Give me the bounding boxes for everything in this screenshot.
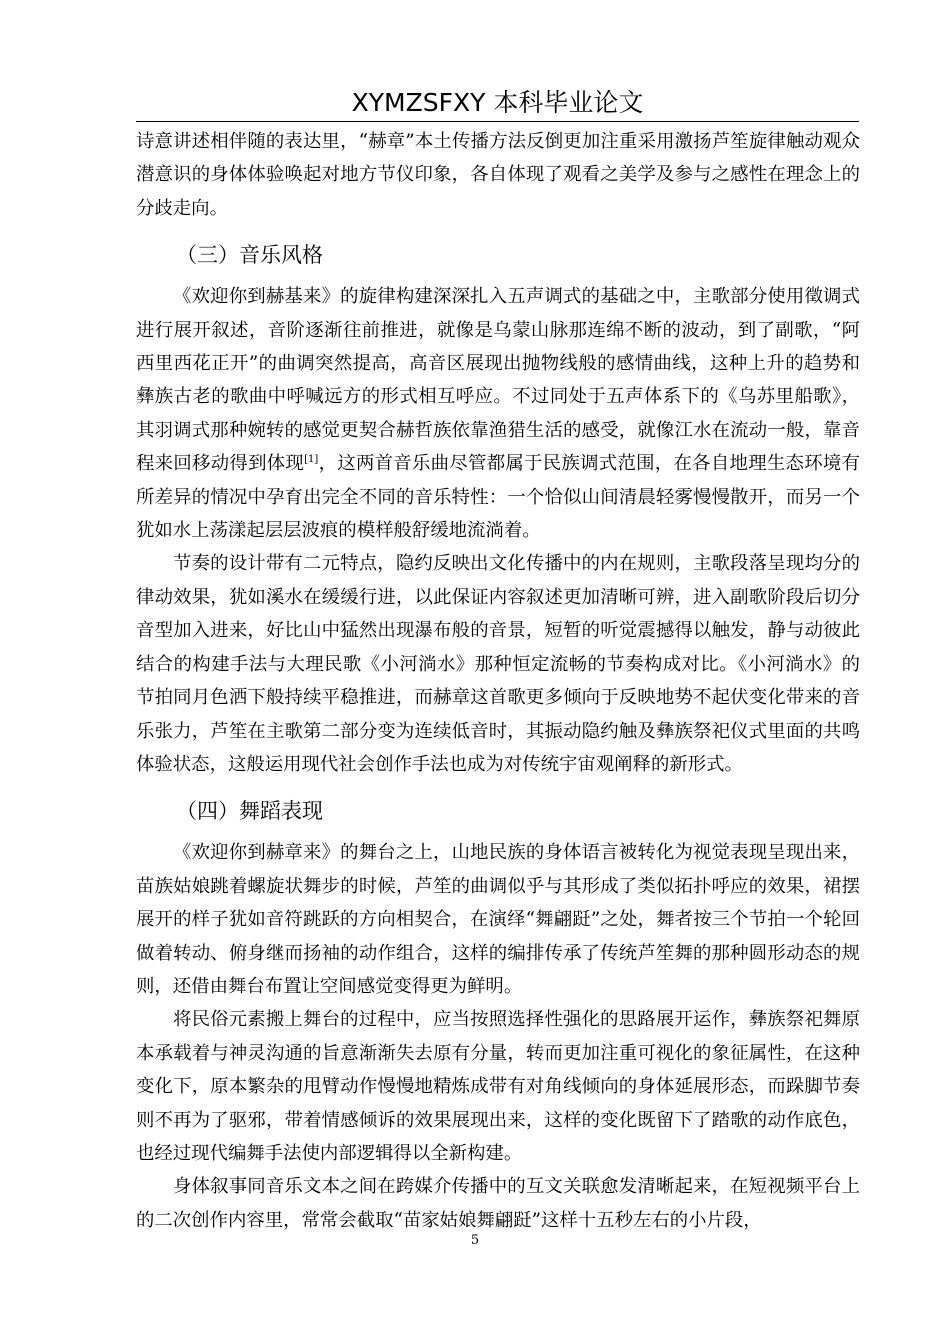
paragraph-melody-text-a: 《欢迎你到赫基来》的旋律构建深深扎入五声调式的基础之中，主歌部分使用徵调式进行展开叙述，音阶逐渐往前推进，就像是乌蒙山脉那连绵不断的波动，到了副歌，“阿西里西花正开”的曲调突然提高，高音区展现出抛物线般的感情曲线，这种上升的趋势和彝族古老的歌曲中呼喊远方的形式相互呼应。不过同处于五声体系下的《乌苏里船歌》，其羽调式那种婉转的感觉更契合赫哲族依靠渔猎生活的感受，就像江水在流动一般，靠音程来回移动得到体现 xyxy=(136,286,860,475)
page-header-title: XYMZSFXY 本科毕业论文 xyxy=(351,88,644,117)
paragraph-melody xyxy=(136,280,860,547)
citation-ref[interactable]: [1] xyxy=(304,454,319,466)
paragraph-continued: 诗意讲述相伴随的表达里，“赫章”本土传播方法反倒更加注重采用激扬芦笙旋律触动观众潜意识的身体体验唤起对地方节仪印象，各自体现了观看之美学及参与之感性在理念上的分歧走向。 xyxy=(136,131,860,219)
page-number: 5 xyxy=(470,1233,480,1248)
paragraph-cross-media: 身体叙事同音乐文本之间在跨媒介传播中的互文关联愈发清晰起来，在短视频平台上的二次创作内容里，常常会截取“苗家姑娘舞翩跹”这样十五秒左右的小片段， xyxy=(136,1176,860,1231)
section-heading-dance: （四）舞蹈表现 xyxy=(176,799,323,824)
thesis-body xyxy=(136,125,860,1237)
paragraph-melody-text-b: ，这两首音乐曲尽管都属于民族调式范围，在各自地理生态环境有所差异的情况中孕育出完全不同的音乐特性：一个恰似山间清晨轻雾慢慢散开，而另一个犹如水上荡漾起层层波痕的模样般舒缓地流淌着。 xyxy=(136,453,860,542)
paragraph-folk-elements: 将民俗元素搬上舞台的过程中，应当按照选择性强化的思路展开运作，彝族祭祀舞原本承载着与神灵沟通的旨意渐渐失去原有分量，转而更加注重可视化的象征属性，在这种变化下，原本繁杂的甩臂动作慢慢地精炼成带有对角线倾向的身体延展形态，而跺脚节奏则不再为了驱邪，带着情感倾诉的效果展现出来，这样的变化既留下了踏歌的动作底色，也经过现代编舞手法使内部逻辑得以全新构建。 xyxy=(136,1009,860,1164)
section-heading-music-style: （三）音乐风格 xyxy=(176,243,323,268)
paragraph-rhythm: 节奏的设计带有二元特点，隐约反映出文化传播中的内在规则，主歌段落呈现均分的律动效果，犹如溪水在缓缓行进，以此保证内容叙述更加清晰可辨，进入副歌阶段后切分音型加入进来，好比山中猛然出现瀑布般的音景，短暂的听觉震撼得以触发，静与动彼此结合的构建手法与大理民歌《小河淌水》那种恒定流畅的节奏构成对比。《小河淌水》的节拍同月色洒下般持续平稳推进，而赫章这首歌更多倾向于反映地势不起伏变化带来的音乐张力，芦笙在主歌第二部分变为连续低音时，其振动隐约触及彝族祭祀仪式里面的共鸣体验状态，这般运用现代社会创作手法也成为对传统宇宙观阐释的新形式。 xyxy=(136,553,860,775)
header-divider xyxy=(136,121,859,122)
paragraph-dance-stage: 《欢迎你到赫章来》的舞台之上，山地民族的身体语言被转化为视觉表现呈现出来，苗族姑娘跳着螺旋状舞步的时候，芦笙的曲调似乎与其形成了类似拓扑呼应的效果，裙摆展开的样子犹如音符跳跃的方向相契合，在演绎“舞翩跹”之处，舞者按三个节拍一个轮回做着转动、俯身继而扬袖的动作组合，这样的编排传承了传统芦笙舞的那种圆形动态的规则，还借由舞台布置让空间感觉变得更为鲜明。 xyxy=(136,842,860,997)
